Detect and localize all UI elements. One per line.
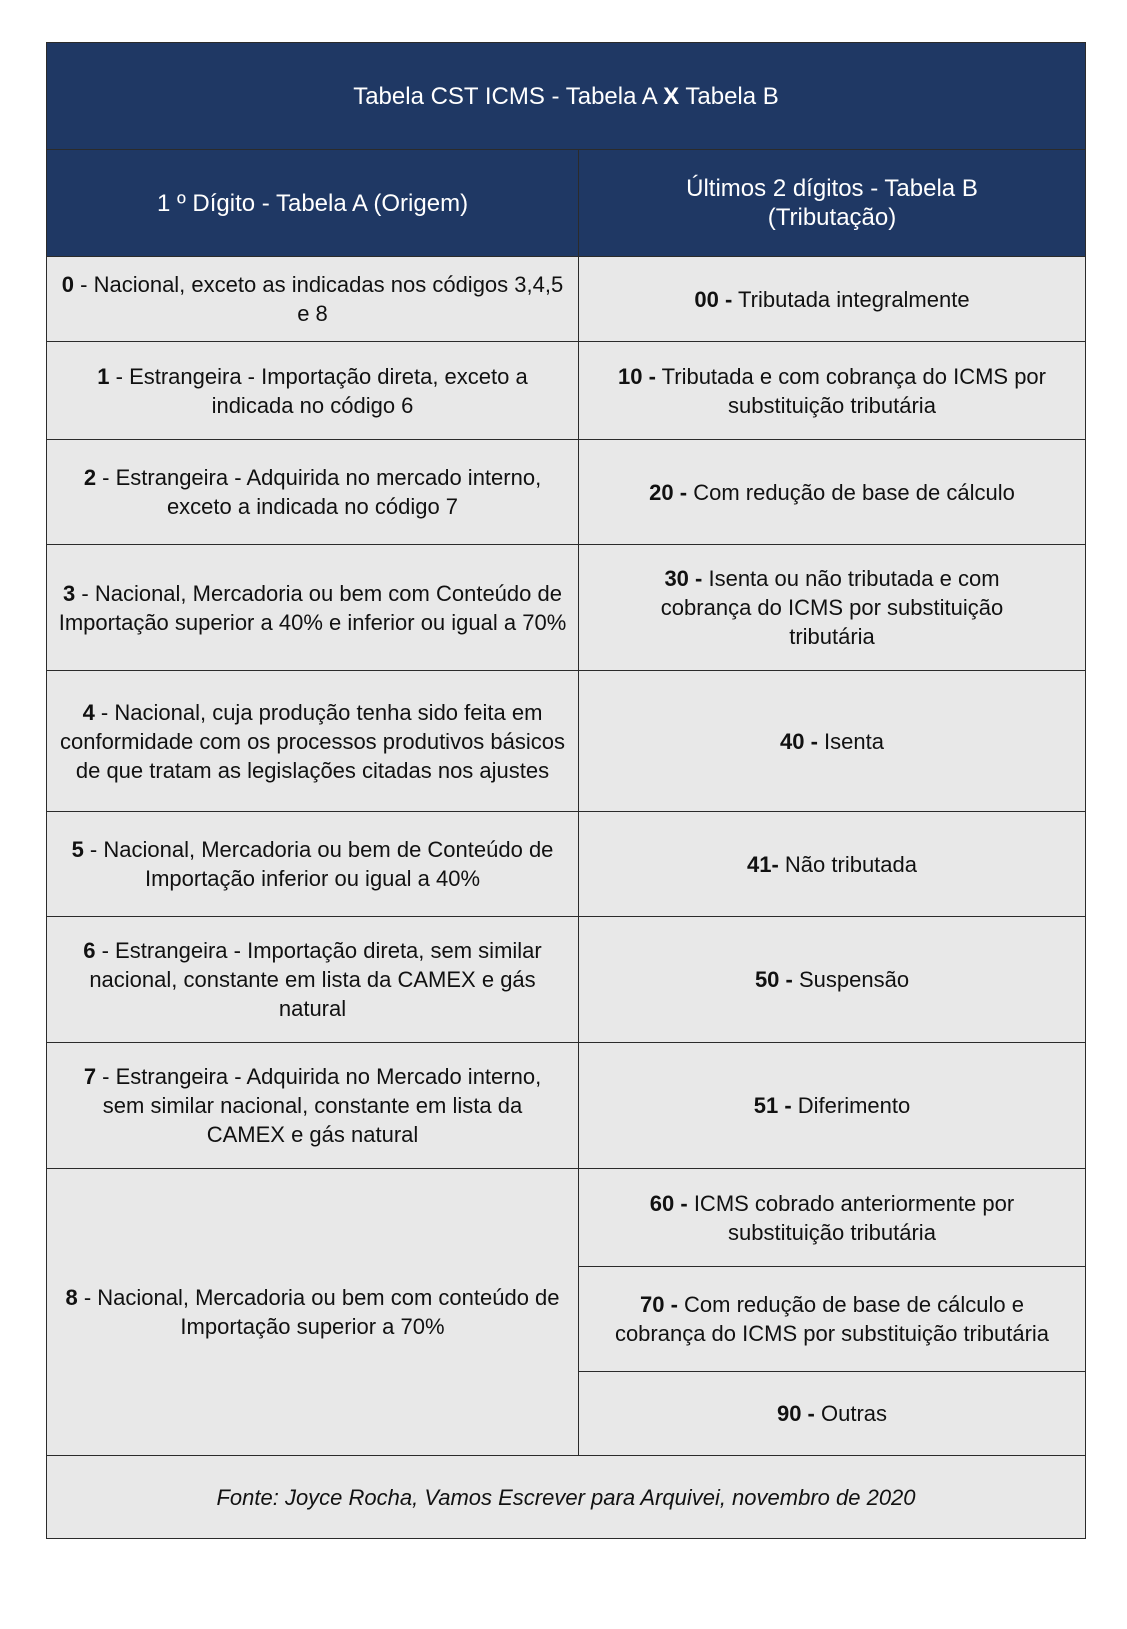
table-title-row bbox=[47, 43, 1086, 150]
origin-code: 2 bbox=[83, 465, 97, 490]
taxation-code: 10 - bbox=[617, 363, 656, 389]
table-row bbox=[47, 1043, 1086, 1169]
taxation-code: 90 - bbox=[776, 1401, 815, 1426]
origin-code: 7 bbox=[83, 1064, 97, 1089]
taxation-code: 20 - bbox=[649, 479, 688, 505]
origin-description: - Estrangeira - Adquirida no Mercado interno, sem similar nacional, constante em lista da CAMEX e gás natural bbox=[96, 1064, 542, 1147]
origin-cell bbox=[47, 917, 579, 1043]
table-title-prefix: Tabela CST ICMS - Tabela A bbox=[353, 82, 664, 110]
taxation-cell bbox=[579, 545, 1086, 671]
origin-description: - Nacional, exceto as indicadas nos códigos 3,4,5 e 8 bbox=[74, 272, 564, 326]
origin-description: - Nacional, cuja produção tenha sido feita em conformidade com os processos produtivos básicos de que tratam as legislações citadas nos ajustes bbox=[59, 699, 566, 783]
taxation-code: 00 - bbox=[694, 286, 733, 312]
table-title bbox=[47, 43, 1086, 150]
taxation-code: 51 - bbox=[753, 1093, 792, 1118]
taxation-code: 50 - bbox=[754, 967, 793, 992]
taxation-cell bbox=[579, 671, 1086, 812]
table-row bbox=[47, 812, 1086, 917]
column-header-b: Últimos 2 dígitos - Tabela B (Tributação) bbox=[579, 150, 1086, 257]
origin-code: 4 bbox=[82, 699, 95, 725]
table-title-x: X bbox=[663, 82, 680, 110]
table-row bbox=[47, 545, 1086, 671]
origin-description: - Nacional, Mercadoria ou bem de Conteúdo de Importação inferior ou igual a 40% bbox=[83, 837, 554, 891]
taxation-cell bbox=[579, 917, 1086, 1043]
taxation-description: Com redução de base de cálculo e cobrança do ICMS por substituição tributária bbox=[614, 1292, 1050, 1346]
taxation-cell bbox=[579, 1372, 1086, 1456]
origin-code: 1 bbox=[97, 363, 110, 389]
column-header-a: 1 º Dígito - Tabela A (Origem) bbox=[47, 150, 579, 257]
table-row bbox=[47, 1169, 1086, 1267]
table-row bbox=[47, 342, 1086, 440]
origin-cell bbox=[47, 342, 579, 440]
taxation-description: Isenta ou não tributada e com cobrança do ICMS por substituição tributária bbox=[660, 566, 1004, 649]
taxation-code: 70 - bbox=[639, 1292, 678, 1317]
taxation-description: ICMS cobrado anteriormente por substituição tributária bbox=[687, 1190, 1015, 1245]
taxation-code: 40 - bbox=[780, 728, 818, 754]
source-row bbox=[47, 1456, 1086, 1539]
table-row bbox=[47, 917, 1086, 1043]
taxation-description: Isenta bbox=[817, 728, 884, 754]
taxation-cell bbox=[579, 1169, 1086, 1267]
taxation-code: 41- bbox=[747, 851, 779, 877]
origin-description: - Estrangeira - Adquirida no mercado interno, exceto a indicada no código 7 bbox=[96, 465, 542, 519]
column-header-row bbox=[47, 150, 1086, 257]
origin-cell bbox=[47, 545, 579, 671]
taxation-cell bbox=[579, 1043, 1086, 1169]
taxation-cell bbox=[579, 440, 1086, 545]
origin-code: 6 bbox=[83, 938, 96, 963]
table-row bbox=[47, 257, 1086, 342]
origin-cell bbox=[47, 1169, 579, 1456]
source-note: Fonte: Joyce Rocha, Vamos Escrever para Arquivei, novembro de 2020 bbox=[47, 1456, 1086, 1539]
taxation-cell bbox=[579, 257, 1086, 342]
origin-description: - Estrangeira - Importação direta, exceto a indicada no código 6 bbox=[109, 363, 528, 418]
origin-code: 5 bbox=[71, 837, 84, 862]
origin-code: 0 bbox=[61, 272, 75, 297]
origin-description: - Nacional, Mercadoria ou bem com conteúdo de Importação superior a 70% bbox=[77, 1285, 560, 1339]
origin-cell bbox=[47, 440, 579, 545]
taxation-cell bbox=[579, 1267, 1086, 1372]
table-title-suffix: Tabela B bbox=[679, 82, 779, 110]
table-row bbox=[47, 440, 1086, 545]
taxation-description: Tributada integralmente bbox=[732, 286, 970, 312]
origin-cell bbox=[47, 812, 579, 917]
origin-code: 8 bbox=[65, 1285, 78, 1310]
origin-code: 3 bbox=[63, 580, 76, 606]
taxation-description: Diferimento bbox=[791, 1093, 911, 1118]
taxation-code: 60 - bbox=[649, 1190, 688, 1216]
taxation-cell bbox=[579, 812, 1086, 917]
origin-description: - Estrangeira - Importação direta, sem similar nacional, constante em lista da CAMEX e gás natural bbox=[89, 938, 542, 1021]
taxation-description: Com redução de base de cálculo bbox=[687, 479, 1015, 505]
origin-cell bbox=[47, 1043, 579, 1169]
taxation-description: Outras bbox=[814, 1401, 888, 1426]
taxation-description: Suspensão bbox=[792, 967, 910, 992]
table-row bbox=[47, 671, 1086, 812]
origin-description: - Nacional, Mercadoria ou bem com Conteúdo de Importação superior a 40% e inferior ou igual a 70% bbox=[58, 580, 567, 635]
taxation-code: 30 - bbox=[664, 566, 703, 591]
taxation-description: Não tributada bbox=[778, 851, 917, 877]
taxation-cell bbox=[579, 342, 1086, 440]
cst-icms-table bbox=[46, 42, 1086, 1539]
origin-cell bbox=[47, 671, 579, 812]
taxation-description: Tributada e com cobrança do ICMS por substituição tributária bbox=[655, 363, 1046, 418]
origin-cell bbox=[47, 257, 579, 342]
